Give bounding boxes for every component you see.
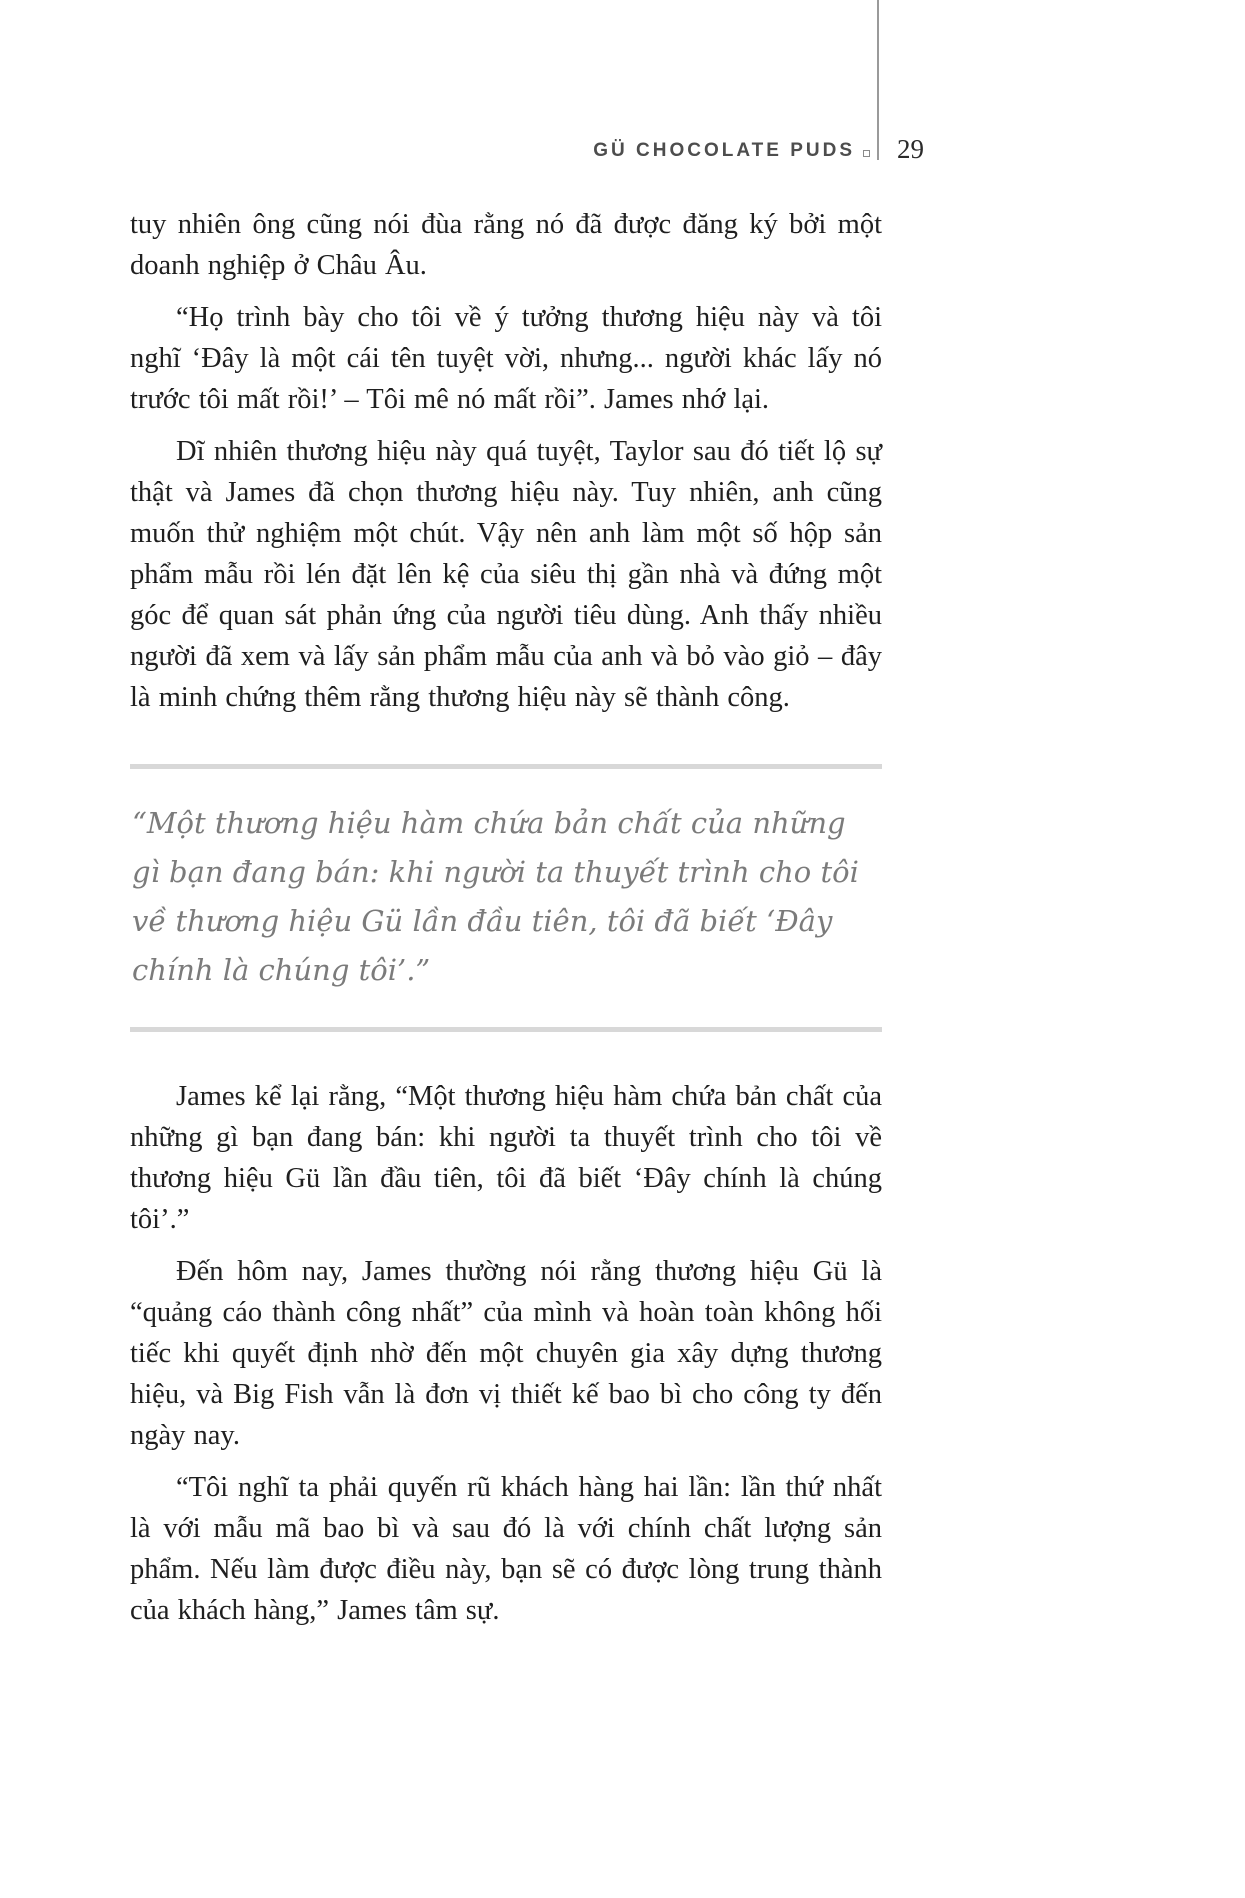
text-column bbox=[130, 204, 882, 1642]
pull-quote-text: “Một thương hiệu hàm chứa bản chất của những gì bạn đang bán: khi người ta thuyết trình cho tôi về thương hiệu Gü lần đầu tiên, tôi đã biết ‘Đây chính là chúng tôi’.” bbox=[132, 806, 859, 987]
paragraph-4: James kể lại rằng, “Một thương hiệu hàm chứa bản chất của những gì bạn đang bán: khi người ta thuyết trình cho tôi về thương hiệu Gü lần đầu tiên, tôi đã biết ‘Đây chính là chúng tôi’.” bbox=[130, 1081, 882, 1235]
page-number: 29 bbox=[897, 134, 924, 164]
paragraph-2: “Họ trình bày cho tôi về ý tưởng thương hiệu này và tôi nghĩ ‘Đây là một cái tên tuyệt vời, nhưng... người khác lấy nó trước tôi mất rồi!’ – Tôi mê nó mất rồi”. James nhớ lại. bbox=[130, 302, 882, 415]
paragraph-1: tuy nhiên ông cũng nói đùa rằng nó đã được đăng ký bởi một doanh nghiệp ở Châu Âu. bbox=[130, 209, 882, 281]
paragraph-3: Dĩ nhiên thương hiệu này quá tuyệt, Taylor sau đó tiết lộ sự thật và James đã chọn thương hiệu này. Tuy nhiên, anh cũng muốn thử nghiệm một chút. Vậy nên anh làm một số hộp sản phẩm mẫu rồi lén đặt lên kệ của siêu thị gần nhà và đứng một góc để quan sát phản ứng của người tiêu dùng. Anh thấy nhiều người đã xem và lấy sản phẩm mẫu của anh và bỏ vào giỏ – đây là minh chứng thêm rằng thương hiệu này sẽ thành công. bbox=[130, 436, 882, 713]
paragraph-6: “Tôi nghĩ ta phải quyến rũ khách hàng hai lần: lần thứ nhất là với mẫu mã bao bì và sau đó là với chính chất lượng sản phẩm. Nếu làm được điều này, bạn sẽ có được lòng trung thành của khách hàng,” James tâm sự. bbox=[130, 1472, 882, 1626]
pull-quote-block bbox=[130, 764, 882, 1032]
paragraph-5: Đến hôm nay, James thường nói rằng thương hiệu Gü là “quảng cáo thành công nhất” của mình và hoàn toàn không hối tiếc khi quyết định nhờ đến một chuyên gia xây dựng thương hiệu, và Big Fish vẫn là đơn vị thiết kế bao bì cho công ty đến ngày nay. bbox=[130, 1256, 882, 1451]
running-title: GÜ CHOCOLATE PUDS bbox=[593, 140, 855, 161]
header-divider bbox=[877, 0, 879, 160]
square-icon bbox=[863, 150, 870, 157]
